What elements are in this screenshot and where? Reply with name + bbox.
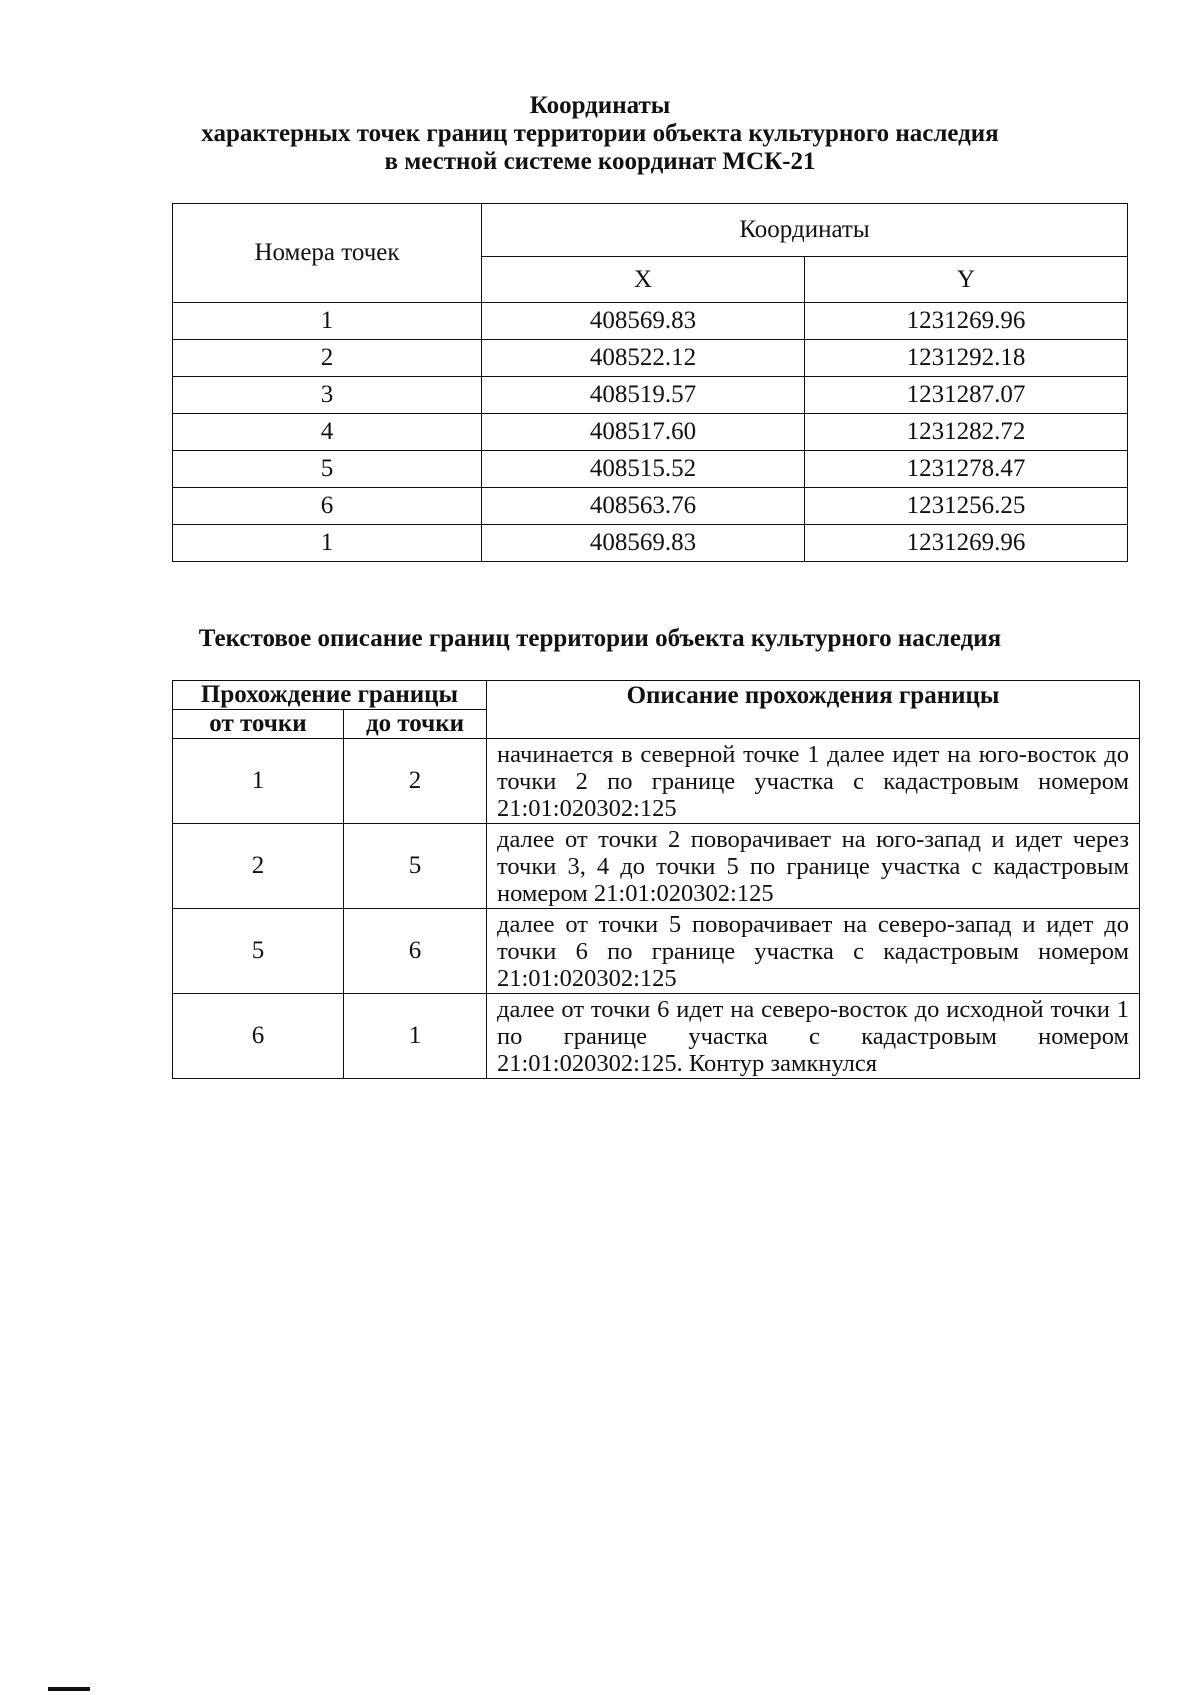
coord-x: 408522.12 [482, 340, 805, 377]
coordinates-header-row [173, 204, 1128, 257]
to-point: 1 [344, 994, 487, 1079]
coord-x: 408563.76 [482, 488, 805, 525]
to-point: 2 [344, 739, 487, 824]
title-line-3: в местной системе координат МСК-21 [384, 148, 816, 175]
boundary-description-table [172, 680, 1140, 1079]
table-row [173, 340, 1128, 377]
coordinates-table [172, 203, 1128, 562]
document-title [0, 92, 1200, 176]
table-row [173, 824, 1140, 909]
section-title-boundary-description: Текстовое описание границ территории объекта культурного наследия [198, 625, 1002, 652]
passage-description: далее от точки 6 идет на северо-восток до исходной точки 1 по границе участка с кадастровым номером 21:01:020302:125. Контур замкнулся [487, 994, 1140, 1079]
coord-x: 408519.57 [482, 377, 805, 414]
from-point: 1 [173, 739, 344, 824]
coord-x: 408569.83 [482, 303, 805, 340]
point-number: 1 [173, 525, 482, 562]
point-number: 6 [173, 488, 482, 525]
header-coordinates: Координаты [482, 204, 1128, 257]
point-number: 1 [173, 303, 482, 340]
passage-description: начинается в северной точке 1 далее идет на юго-восток до точки 2 по границе участка с кадастровым номером 21:01:020302:125 [487, 739, 1140, 824]
header-to-point: до точки [344, 710, 487, 739]
table-row [173, 994, 1140, 1079]
passage-description: далее от точки 5 поворачивает на северо-запад и идет до точки 6 по границе участка с кадастровым номером 21:01:020302:125 [487, 909, 1140, 994]
title-line-1: Координаты [529, 92, 671, 119]
description-header-row [173, 681, 1140, 710]
table-row [173, 303, 1128, 340]
header-y: Y [805, 257, 1128, 303]
table-row [173, 451, 1128, 488]
point-number: 4 [173, 414, 482, 451]
point-number: 2 [173, 340, 482, 377]
point-number: 5 [173, 451, 482, 488]
to-point: 6 [344, 909, 487, 994]
table-row [173, 739, 1140, 824]
title-line-2: характерных точек границ территории объекта культурного наследия [201, 120, 999, 147]
header-passage-description: Описание прохождения границы [487, 681, 1140, 739]
from-point: 5 [173, 909, 344, 994]
header-boundary-passage: Прохождение границы [173, 681, 487, 710]
from-point: 2 [173, 824, 344, 909]
from-point: 6 [173, 994, 344, 1079]
coord-x: 408517.60 [482, 414, 805, 451]
coord-x: 408515.52 [482, 451, 805, 488]
passage-description: далее от точки 2 поворачивает на юго-запад и идет через точки 3, 4 до точки 5 по границе участка с кадастровым номером 21:01:020302:125 [487, 824, 1140, 909]
footer-line-mark [48, 1687, 90, 1691]
table-row [173, 414, 1128, 451]
coord-y: 1231278.47 [805, 451, 1128, 488]
header-x: X [482, 257, 805, 303]
table-row [173, 525, 1128, 562]
coord-y: 1231287.07 [805, 377, 1128, 414]
point-number: 3 [173, 377, 482, 414]
to-point: 5 [344, 824, 487, 909]
coord-y: 1231269.96 [805, 303, 1128, 340]
coord-y: 1231282.72 [805, 414, 1128, 451]
coord-y: 1231292.18 [805, 340, 1128, 377]
coord-x: 408569.83 [482, 525, 805, 562]
table-row [173, 377, 1128, 414]
coord-y: 1231256.25 [805, 488, 1128, 525]
table-row [173, 488, 1128, 525]
header-point-numbers: Номера точек [173, 204, 482, 303]
coord-y: 1231269.96 [805, 525, 1128, 562]
table-row [173, 909, 1140, 994]
header-from-point: от точки [173, 710, 344, 739]
